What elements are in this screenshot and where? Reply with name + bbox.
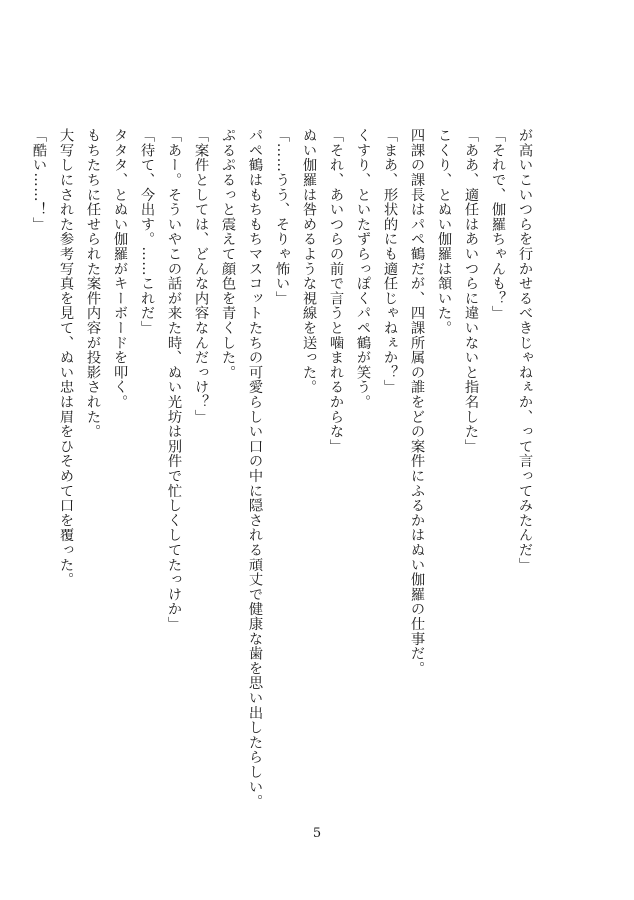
text-line: 「まあ、形状的にも適任じゃねぇか？」 <box>382 128 398 395</box>
text-line: 「あー。そういやこの話が来た時、ぬい光坊は別件で忙しくしてたっけか」 <box>166 128 182 632</box>
text-line: 大写しにされた参考写真を見て、ぬい忠は眉をひそめて口を覆った。 <box>58 128 74 587</box>
text-line: 「案件としては、どんな内容なんだっけ？」 <box>193 128 209 424</box>
text-line: 四課の課長はパペ鶴だが、四課所属の誰をどの案件にふるかはぬい伽羅の仕事だ。 <box>409 128 425 676</box>
text-line: 「待て、今出す。……これだ」 <box>139 128 155 336</box>
text-line: 「酷い……！」 <box>31 128 47 232</box>
text-line: 「それ、あいつらの前で言うと噛まれるからな」 <box>328 128 344 454</box>
text-line: 「それで、伽羅ちゃんも？」 <box>490 128 506 321</box>
text-line: 「ああ、適任はあいつらに違いないと指名した」 <box>463 128 479 454</box>
text-line: ぷるぷるっと震えて顔色を青くした。 <box>220 128 236 380</box>
text-line: が高いこいつらを行かせるべきじゃねぇか、って言ってみたんだ」 <box>517 128 533 572</box>
text-line: ぬい伽羅は咎めるような視線を送った。 <box>301 128 317 395</box>
text-line: こくり、とぬい伽羅は頷いた。 <box>436 128 452 336</box>
text-line: もちたちに任せられた案件内容が投影された。 <box>85 128 101 439</box>
page-number: 5 <box>312 826 322 841</box>
body-text <box>25 128 538 809</box>
text-line: パペ鶴はもちもちマスコットたちの可愛らしい口の中に隠される頑丈で健康な歯を思い出したらしい。 <box>247 128 263 809</box>
text-line: タタタ、とぬい伽羅がキーボードを叩く。 <box>112 128 128 410</box>
text-line: くすり、といたずらっぽくパペ鶴が笑う。 <box>355 128 371 410</box>
text-line: 「……うう、そりゃ怖い」 <box>274 128 290 306</box>
